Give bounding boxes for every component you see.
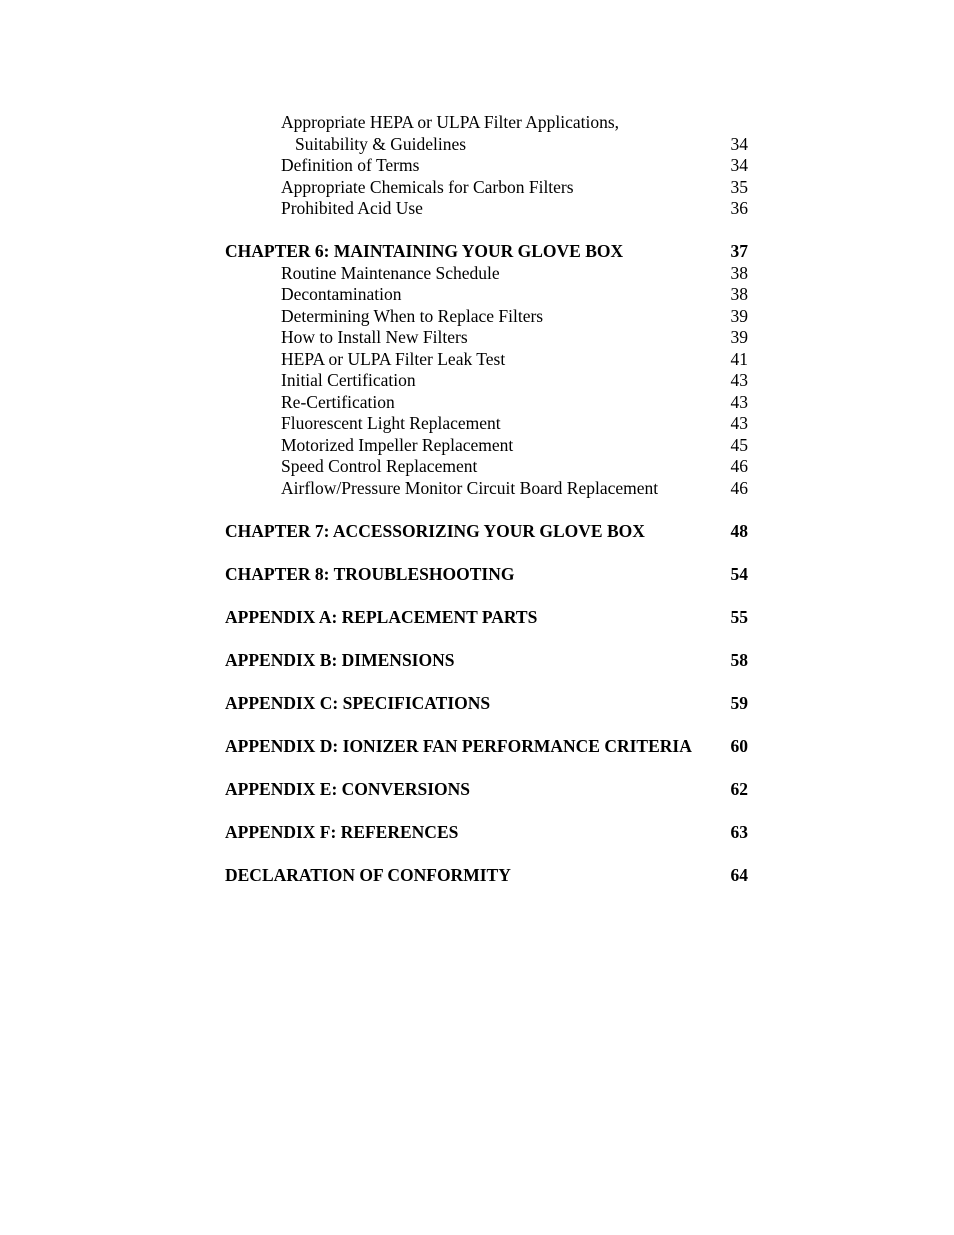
toc-entry-label: Motorized Impeller Replacement bbox=[281, 434, 514, 455]
toc-chapter-page: 37 bbox=[730, 241, 748, 261]
toc-entry[interactable] bbox=[225, 284, 755, 306]
toc-entry[interactable] bbox=[225, 392, 755, 414]
toc-chapter-page: 58 bbox=[730, 649, 748, 670]
toc-entry-label: Decontamination bbox=[281, 284, 402, 304]
toc-chapter-title: APPENDIX A: REPLACEMENT PARTS bbox=[225, 606, 538, 627]
toc-chapter-page: 60 bbox=[730, 735, 748, 756]
toc-entry[interactable] bbox=[225, 456, 755, 478]
toc-entry-page: 41 bbox=[730, 348, 748, 369]
toc-chapter-page: 48 bbox=[730, 520, 748, 541]
toc-entry[interactable] bbox=[225, 177, 755, 199]
toc-chapter-title: DECLARATION OF CONFORMITY bbox=[225, 864, 511, 885]
toc-entry-page: 36 bbox=[730, 198, 748, 218]
toc-entry[interactable] bbox=[225, 478, 755, 500]
toc-chapter-title: CHAPTER 8: TROUBLESHOOTING bbox=[225, 563, 515, 584]
toc-chapter-title: APPENDIX B: DIMENSIONS bbox=[225, 649, 455, 670]
toc-appendix-a[interactable] bbox=[225, 607, 755, 629]
toc-chapter-title: CHAPTER 6: MAINTAINING YOUR GLOVE BOX bbox=[225, 241, 624, 261]
toc-entry-page: 38 bbox=[730, 262, 748, 283]
toc-chapter-title: APPENDIX E: CONVERSIONS bbox=[225, 778, 471, 799]
toc-entry-label: Appropriate HEPA or ULPA Filter Applications, bbox=[281, 112, 620, 132]
spacer bbox=[225, 843, 755, 865]
spacer bbox=[225, 542, 755, 564]
toc-entry[interactable] bbox=[225, 198, 755, 220]
toc-entry-page: 34 bbox=[730, 133, 748, 154]
toc-entry-page: 39 bbox=[730, 305, 748, 326]
toc-entry-label: Routine Maintenance Schedule bbox=[281, 262, 500, 283]
toc-entry-page: 35 bbox=[730, 176, 748, 197]
toc-entry-label: HEPA or ULPA Filter Leak Test bbox=[281, 348, 506, 369]
toc-appendix-b[interactable] bbox=[225, 650, 755, 672]
toc-entry[interactable] bbox=[225, 263, 755, 285]
spacer bbox=[225, 671, 755, 693]
toc-chapter-8[interactable] bbox=[225, 564, 755, 586]
toc-chapter-title: CHAPTER 7: ACCESSORIZING YOUR GLOVE BOX bbox=[225, 520, 645, 541]
toc-entry-label: How to Install New Filters bbox=[281, 327, 468, 347]
toc-chapter-page: 59 bbox=[730, 692, 748, 713]
table-of-contents bbox=[225, 112, 755, 886]
spacer bbox=[225, 499, 755, 521]
toc-entry[interactable] bbox=[225, 349, 755, 371]
toc-entry-page: 46 bbox=[730, 477, 748, 498]
toc-entry[interactable] bbox=[225, 327, 755, 349]
spacer bbox=[225, 585, 755, 607]
toc-chapter-page: 54 bbox=[730, 563, 748, 584]
toc-entry-label: Re-Certification bbox=[281, 391, 395, 412]
toc-appendix-f[interactable] bbox=[225, 822, 755, 844]
toc-entry[interactable] bbox=[225, 134, 755, 156]
spacer bbox=[225, 628, 755, 650]
toc-entry-label: Appropriate Chemicals for Carbon Filters bbox=[281, 176, 574, 197]
toc-chapter-page: 63 bbox=[730, 821, 748, 842]
toc-entry-label: Speed Control Replacement bbox=[281, 456, 478, 476]
toc-entry[interactable] bbox=[225, 112, 755, 134]
toc-chapter-title: APPENDIX F: REFERENCES bbox=[225, 821, 459, 842]
toc-appendix-d[interactable] bbox=[225, 736, 755, 758]
toc-entry-label: Airflow/Pressure Monitor Circuit Board Replacement bbox=[281, 477, 659, 498]
toc-declaration-of-conformity[interactable] bbox=[225, 865, 755, 887]
toc-entry[interactable] bbox=[225, 155, 755, 177]
toc-entry-page: 38 bbox=[730, 284, 748, 304]
toc-appendix-e[interactable] bbox=[225, 779, 755, 801]
toc-entry-label: Definition of Terms bbox=[281, 155, 420, 175]
toc-entry[interactable] bbox=[225, 413, 755, 435]
toc-entry-page: 39 bbox=[730, 327, 748, 347]
toc-entry-page: 46 bbox=[730, 456, 748, 476]
toc-entry-page: 45 bbox=[730, 434, 748, 455]
spacer bbox=[225, 220, 755, 242]
toc-chapter-7[interactable] bbox=[225, 521, 755, 543]
toc-entry-label: Fluorescent Light Replacement bbox=[281, 413, 501, 433]
toc-entry-page: 43 bbox=[730, 391, 748, 412]
toc-chapter-title: APPENDIX C: SPECIFICATIONS bbox=[225, 692, 491, 713]
toc-entry-page: 34 bbox=[730, 155, 748, 175]
toc-chapter-6[interactable] bbox=[225, 241, 755, 263]
toc-chapter-page: 64 bbox=[730, 864, 748, 885]
toc-entry[interactable] bbox=[225, 370, 755, 392]
spacer bbox=[225, 800, 755, 822]
toc-entry[interactable] bbox=[225, 435, 755, 457]
toc-chapter-page: 55 bbox=[730, 606, 748, 627]
toc-entry[interactable] bbox=[225, 306, 755, 328]
spacer bbox=[225, 714, 755, 736]
toc-chapter-page: 62 bbox=[730, 778, 748, 799]
toc-entry-page: 43 bbox=[730, 413, 748, 433]
toc-entry-label: Prohibited Acid Use bbox=[281, 198, 423, 218]
toc-entry-label: Initial Certification bbox=[281, 370, 416, 390]
toc-chapter-title: APPENDIX D: IONIZER FAN PERFORMANCE CRITERIA bbox=[225, 735, 692, 756]
toc-entry-label: Determining When to Replace Filters bbox=[281, 305, 544, 326]
toc-entry-label: Suitability & Guidelines bbox=[295, 133, 467, 154]
toc-entry-page: 43 bbox=[730, 370, 748, 390]
toc-appendix-c[interactable] bbox=[225, 693, 755, 715]
spacer bbox=[225, 757, 755, 779]
